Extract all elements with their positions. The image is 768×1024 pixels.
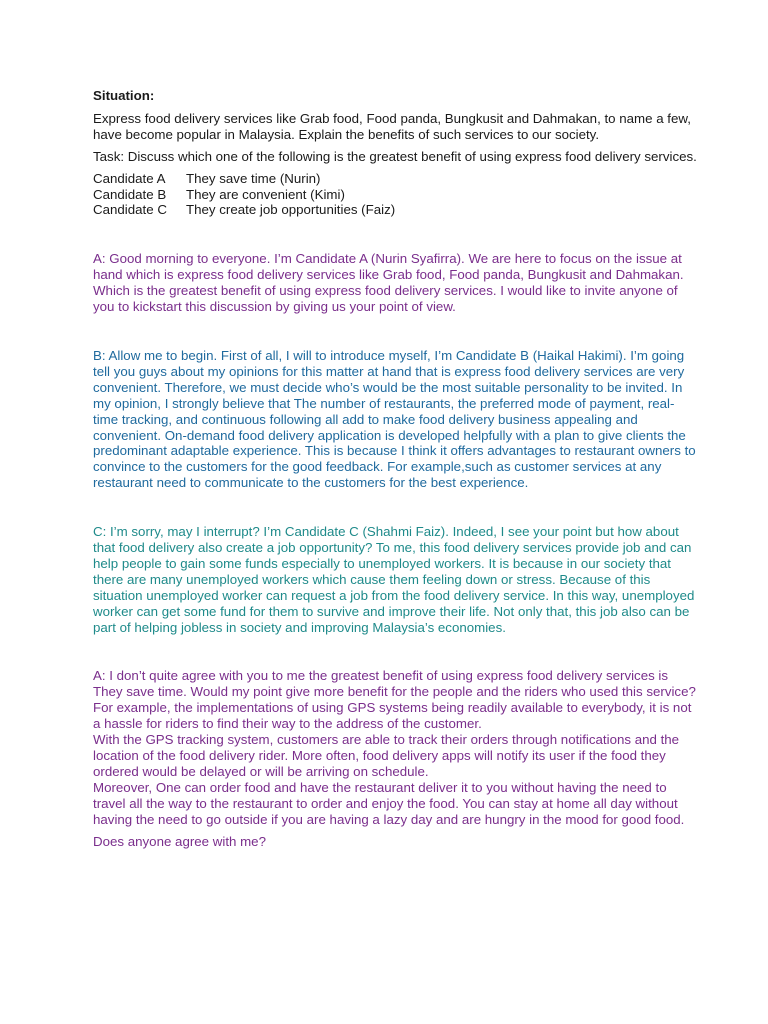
speech-candidate-a-2 [93, 668, 699, 827]
candidate-row-a [93, 171, 699, 187]
speech-paragraph: Moreover, One can order food and have the restaurant deliver it to you without having the need to travel all the way to the restaurant to order and enjoy the food. You can stay at home all day without having the need to go outside if you are having a lazy day and are hungry in the mood for good food. [93, 779, 685, 827]
task-text: Task: Discuss which one of the following is the greatest benefit of using express food delivery services. [93, 148, 697, 164]
candidate-label: Candidate B [93, 186, 167, 202]
situation-text: Express food delivery services like Grab food, Food panda, Bungkusit and Dahmakan, to name a few, have become popular in Malaysia. Explain the benefits of such services to our society. [93, 110, 691, 142]
candidate-label: Candidate A [93, 170, 166, 186]
candidate-label: Candidate C [93, 202, 167, 218]
speech-candidate-a-1: A: Good morning to everyone. I’m Candidate A (Nurin Syafirra). We are here to focus on the issue at hand which is express food delivery services like Grab food, Food panda, Bungkusit and Dahmakan. Which is the greatest benefit of using express food delivery services. I would like to invite anyone of you to kickstart this discussion by giving us your point of view. [93, 251, 684, 315]
situation-heading: Situation: [93, 88, 155, 103]
candidate-position: They create job opportunities (Faiz) [186, 202, 396, 218]
candidate-list [93, 171, 699, 219]
candidate-row-b [93, 187, 699, 203]
candidate-position: They are convenient (Kimi) [186, 186, 345, 202]
document-page [93, 88, 699, 855]
candidate-position: They save time (Nurin) [186, 170, 321, 186]
speech-paragraph: A: I don’t quite agree with you to me the greatest benefit of using express food delivery services is They save time. Would my point give more benefit for the people and the riders who used this service? For example, the implementations of using GPS systems being readily available to everybody, it is not a hassle for riders to find their way to the address of the customer. [93, 668, 696, 732]
speech-candidate-a-3: Does anyone agree with me? [93, 833, 266, 849]
candidate-row-c [93, 202, 699, 218]
speech-paragraph: With the GPS tracking system, customers are able to track their orders through notifications and the location of the food delivery rider. More often, food delivery apps will notify its user if the food they ordered would be delayed or will be arriving on schedule. [93, 732, 680, 779]
speech-candidate-c-1: C: I’m sorry, may I interrupt? I’m Candidate C (Shahmi Faiz). Indeed, I see your point but how about that food delivery also create a job opportunity? To me, this food delivery services provide job and can help people to gain some funds especially to unemployed workers. It is because in our society that there are many unemployed workers which cause them feeling down or stress. Because of this situation unemployed worker can request a job from the food delivery service. In this way, unemployed worker can get some fund for them to survive and improve their life. Not only that, this job also can be part of helping jobless in society and improving Malaysia’s economies. [93, 524, 695, 635]
speech-candidate-b-1: B: Allow me to begin. First of all, I will to introduce myself, I’m Candidate B (Haikal Hakimi). I’m going tell you guys about my opinions for this matter at hand that is express food delivery services are very convenient. Therefore, we must decide who’s would be the most suitable personality to be invited. In my opinion, I strongly believe that The number of restaurants, the preferred mode of payment, real-time tracking, and continuous following all add to make food delivery business appealing and convenient. On-demand food delivery application is developed helpfully with a plan to give clients the predominant adaptable experience. This is because I think it offers advantages to restaurant owners to convince to the customers for the good feedback. For example,such as customer services at any restaurant need to communicate to the customers for the best experience. [93, 347, 696, 491]
